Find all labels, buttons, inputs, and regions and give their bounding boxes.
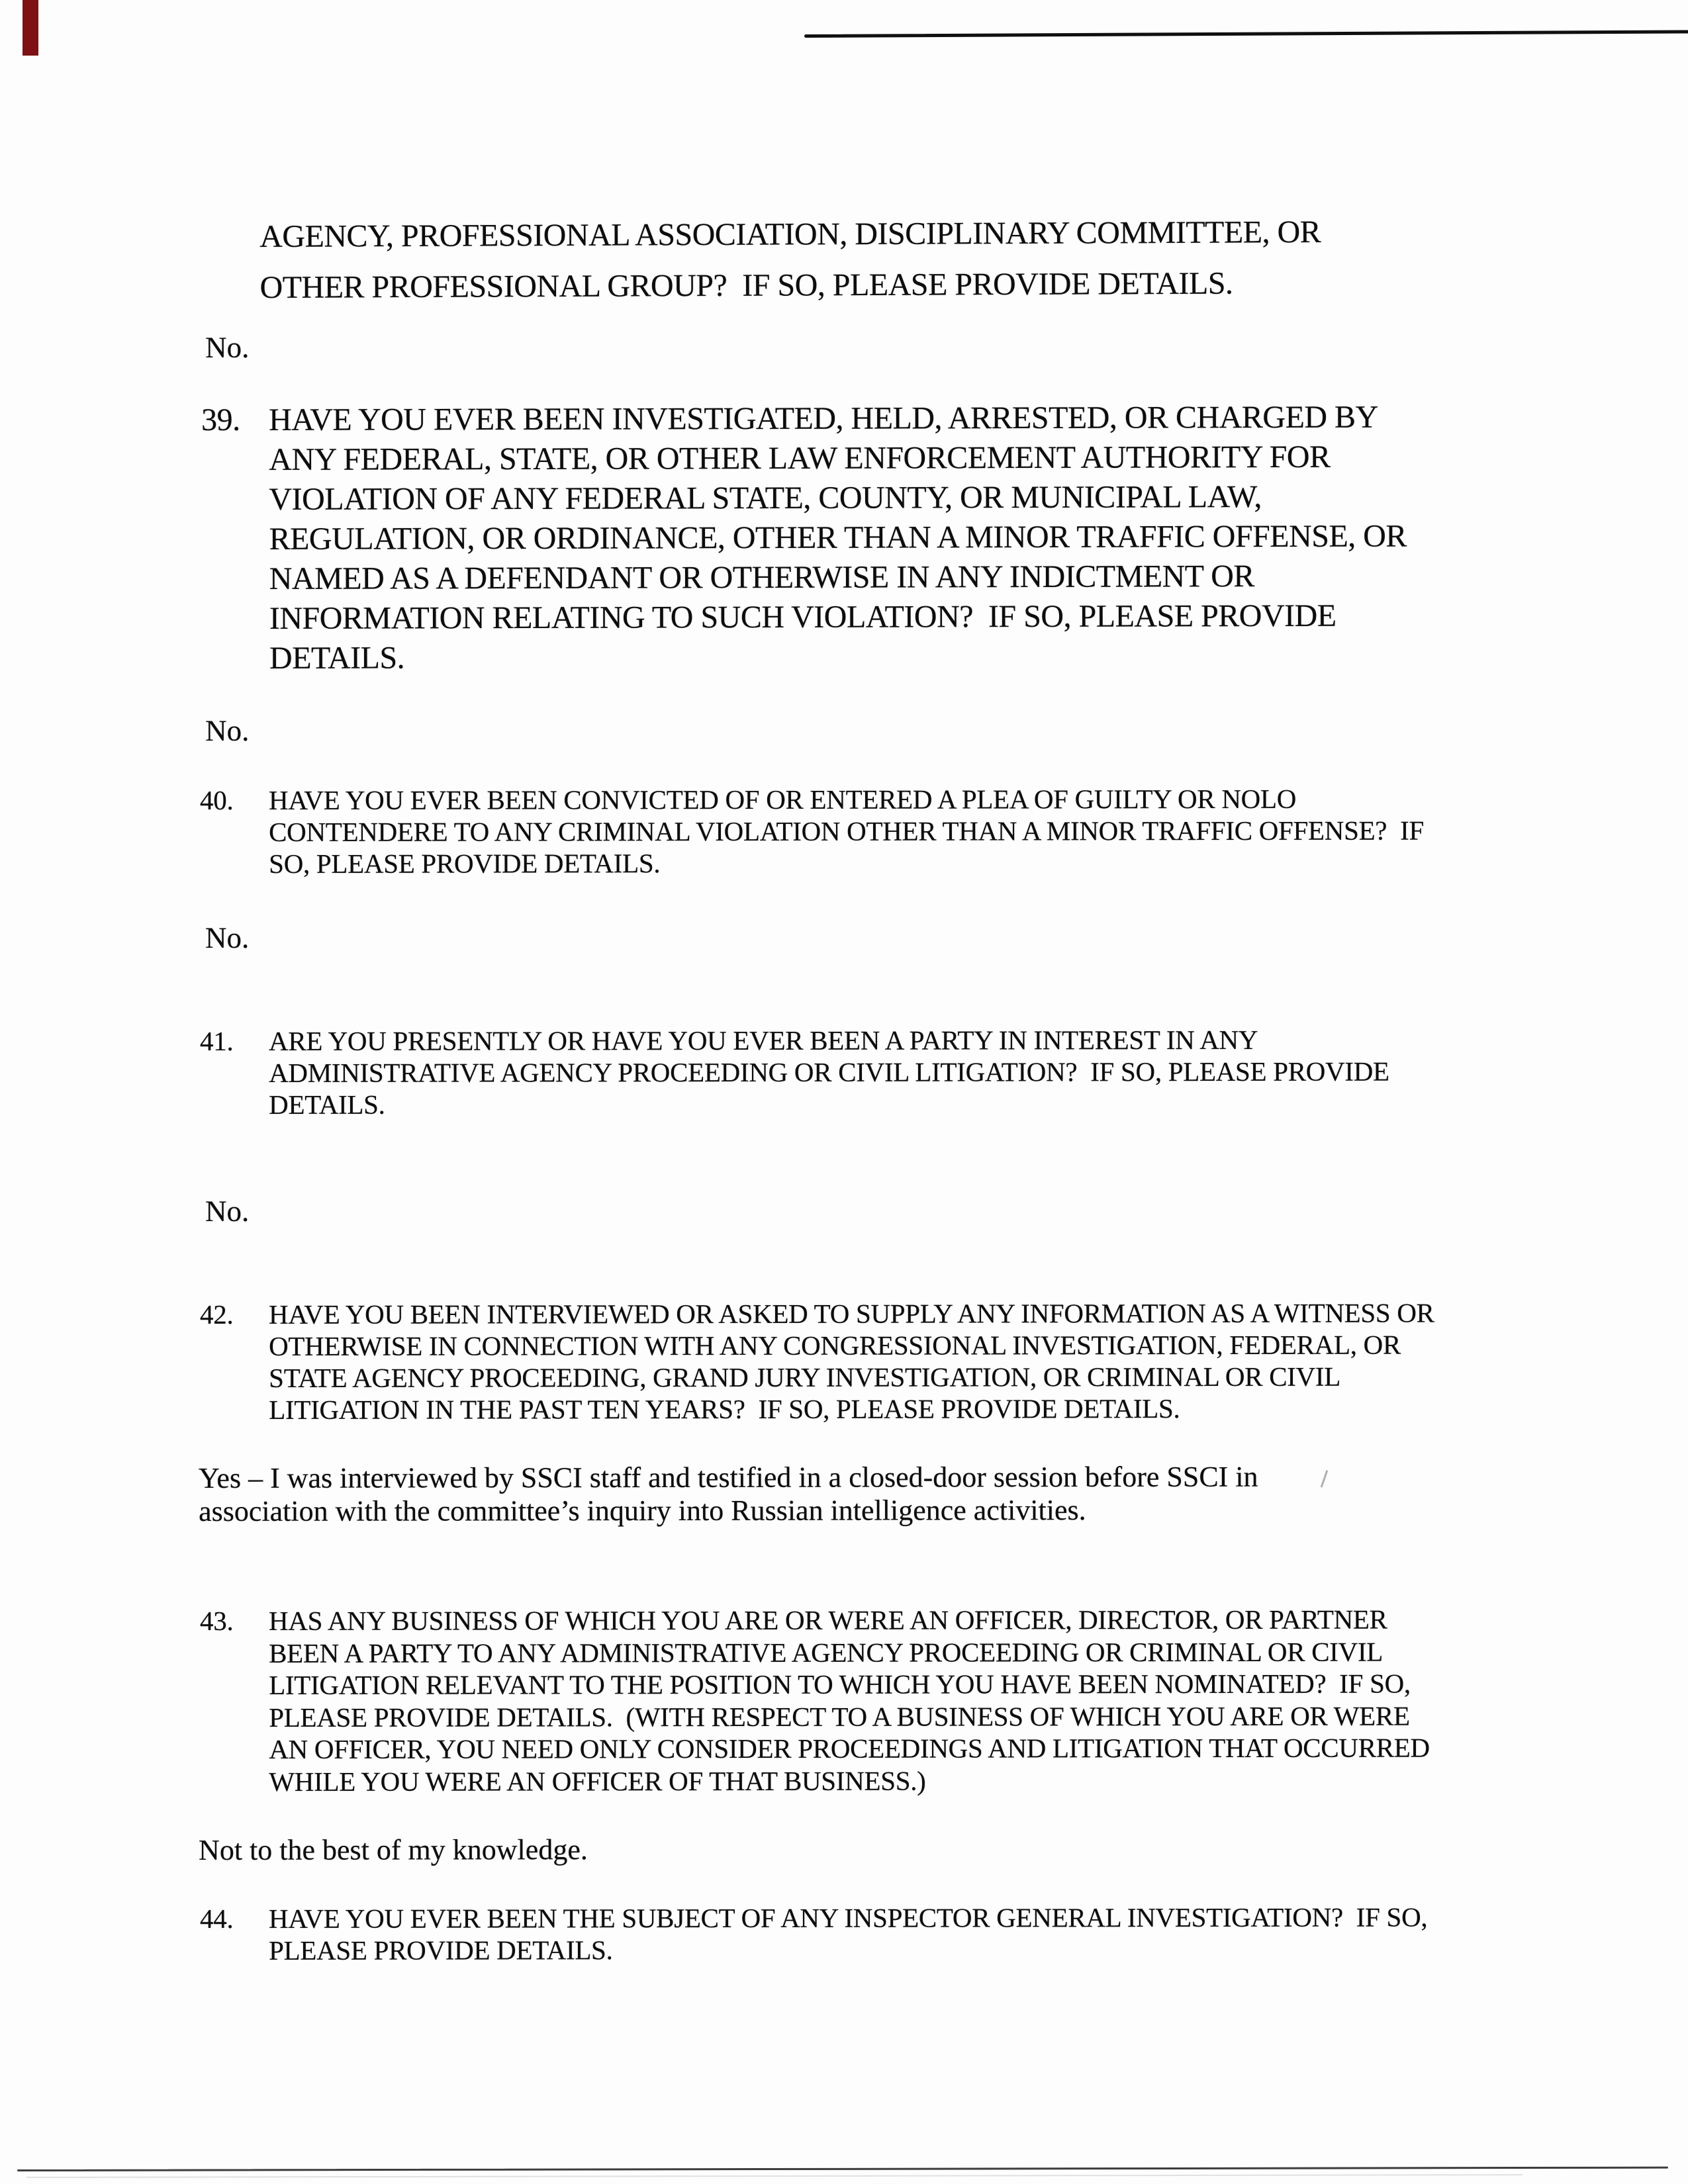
- question-41-number: 41.: [200, 1025, 234, 1056]
- top-right-rule-line: [804, 30, 1688, 38]
- answer-41: No.: [205, 1194, 250, 1228]
- question-42-line: OTHERWISE IN CONNECTION WITH ANY CONGRESSIONAL INVESTIGATION, FEDERAL, OR: [269, 1329, 1401, 1361]
- question-39-text: [269, 398, 1407, 678]
- question-42-text: [269, 1297, 1434, 1426]
- answer-carryover: No.: [205, 330, 250, 364]
- question-41-text: [269, 1024, 1389, 1120]
- carryover-line-1: AGENCY, PROFESSIONAL ASSOCIATION, DISCIPLINARY COMMITTEE, OR: [259, 214, 1321, 254]
- question-43-line: BEEN A PARTY TO ANY ADMINISTRATIVE AGENCY PROCEEDING OR CRIMINAL OR CIVIL: [269, 1636, 1383, 1668]
- answer-42: [199, 1461, 1258, 1528]
- question-39-line: ANY FEDERAL, STATE, OR OTHER LAW ENFORCEMENT AUTHORITY FOR: [269, 439, 1331, 477]
- scan-artifact-mark: [1321, 1470, 1329, 1488]
- question-42-line: STATE AGENCY PROCEEDING, GRAND JURY INVESTIGATION, OR CRIMINAL OR CIVIL: [269, 1361, 1341, 1393]
- question-43-number: 43.: [200, 1605, 234, 1636]
- carryover-question-text: [259, 206, 1321, 313]
- question-42-line: HAVE YOU BEEN INTERVIEWED OR ASKED TO SUPPLY ANY INFORMATION AS A WITNESS OR: [269, 1297, 1434, 1330]
- question-39-line: HAVE YOU EVER BEEN INVESTIGATED, HELD, ARRESTED, OR CHARGED BY: [269, 399, 1378, 437]
- question-39-line: VIOLATION OF ANY FEDERAL STATE, COUNTY, OR MUNICIPAL LAW,: [269, 479, 1262, 517]
- question-44-text: [269, 1901, 1427, 1966]
- question-39-line: INFORMATION RELATING TO SUCH VIOLATION? IF SO, PLEASE PROVIDE: [269, 598, 1336, 636]
- answer-40: No.: [205, 921, 250, 954]
- question-44-line: PLEASE PROVIDE DETAILS.: [269, 1934, 613, 1966]
- question-44-number: 44.: [200, 1903, 234, 1934]
- answer-43: Not to the best of my knowledge.: [199, 1833, 588, 1866]
- question-43-line: AN OFFICER, YOU NEED ONLY CONSIDER PROCEEDINGS AND LITIGATION THAT OCCURRED: [269, 1732, 1430, 1764]
- carryover-line-2: OTHER PROFESSIONAL GROUP? IF SO, PLEASE PROVIDE DETAILS.: [259, 265, 1233, 305]
- question-42-number: 42.: [200, 1298, 234, 1330]
- question-43-line: HAS ANY BUSINESS OF WHICH YOU ARE OR WERE AN OFFICER, DIRECTOR, OR PARTNER: [269, 1604, 1387, 1636]
- question-43-text: [269, 1604, 1430, 1797]
- question-43-line: LITIGATION RELEVANT TO THE POSITION TO WHICH YOU HAVE BEEN NOMINATED? IF SO,: [269, 1668, 1411, 1700]
- bottom-page-edge-line: [17, 2167, 1668, 2171]
- question-39-line: REGULATION, OR ORDINANCE, OTHER THAN A MINOR TRAFFIC OFFENSE, OR: [269, 518, 1407, 557]
- question-40-line: HAVE YOU EVER BEEN CONVICTED OF OR ENTERED A PLEA OF GUILTY OR NOLO: [269, 783, 1297, 815]
- question-40-number: 40.: [200, 784, 234, 815]
- scan-edge-artifact: [23, 0, 38, 56]
- question-41-line: ARE YOU PRESENTLY OR HAVE YOU EVER BEEN A PARTY IN INTEREST IN ANY: [269, 1024, 1258, 1056]
- answer-39: No.: [205, 713, 250, 747]
- question-39-number: 39.: [201, 402, 240, 437]
- question-40-line: SO, PLEASE PROVIDE DETAILS.: [269, 848, 661, 879]
- question-44-line: HAVE YOU EVER BEEN THE SUBJECT OF ANY INSPECTOR GENERAL INVESTIGATION? IF SO,: [269, 1901, 1428, 1934]
- bottom-page-edge-shadow: [26, 2174, 1523, 2178]
- question-40-text: [269, 783, 1424, 880]
- question-41-line: DETAILS.: [269, 1089, 385, 1120]
- question-43-line: PLEASE PROVIDE DETAILS. (WITH RESPECT TO A BUSINESS OF WHICH YOU ARE OR WERE: [269, 1700, 1410, 1733]
- answer-42-line: Yes – I was interviewed by SSCI staff and testified in a closed-door session before SSCI in: [199, 1460, 1258, 1494]
- question-39-line: DETAILS.: [269, 640, 405, 676]
- answer-42-line: association with the committee’s inquiry into Russian intelligence activities.: [199, 1494, 1086, 1527]
- question-39-line: NAMED AS A DEFENDANT OR OTHERWISE IN ANY INDICTMENT OR: [269, 559, 1254, 596]
- question-41-line: ADMINISTRATIVE AGENCY PROCEEDING OR CIVIL LITIGATION? IF SO, PLEASE PROVIDE: [269, 1056, 1389, 1088]
- question-43-line: WHILE YOU WERE AN OFFICER OF THAT BUSINESS.): [269, 1765, 926, 1797]
- question-40-line: CONTENDERE TO ANY CRIMINAL VIOLATION OTHER THAN A MINOR TRAFFIC OFFENSE? IF: [269, 815, 1424, 847]
- question-42-line: LITIGATION IN THE PAST TEN YEARS? IF SO, PLEASE PROVIDE DETAILS.: [269, 1393, 1180, 1425]
